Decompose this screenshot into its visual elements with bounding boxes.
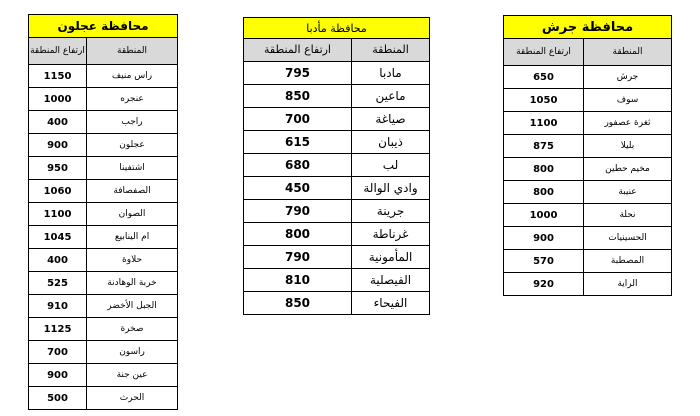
elevation-value-cell: 900 — [29, 364, 87, 387]
region-name-cell: خربة الوهادنة — [87, 272, 178, 295]
region-name-cell: المأمونية — [352, 246, 430, 269]
table-row — [29, 65, 178, 88]
table-row — [244, 223, 430, 246]
table-row — [244, 269, 430, 292]
region-name-cell: جرش — [584, 66, 672, 89]
region-name-cell: عنيبة — [584, 181, 672, 204]
table-row — [29, 180, 178, 203]
elevation-value-cell: 1060 — [29, 180, 87, 203]
table-row — [29, 111, 178, 134]
region-name-cell: بليلا — [584, 135, 672, 158]
table-row — [244, 108, 430, 131]
elevation-value-cell: 450 — [244, 177, 352, 200]
table-row — [504, 112, 672, 135]
region-name-cell: اشتفينا — [87, 157, 178, 180]
table-row — [29, 203, 178, 226]
table-row — [29, 295, 178, 318]
elevation-value-cell: 800 — [504, 158, 584, 181]
region-name-cell: ثغرة عصفور — [584, 112, 672, 135]
elevation-value-cell: 570 — [504, 250, 584, 273]
region-name-cell: الحسينيات — [584, 227, 672, 250]
elevation-value-cell: 1125 — [29, 318, 87, 341]
table-row — [29, 387, 178, 410]
elevation-value-cell: 700 — [244, 108, 352, 131]
elevation-value-cell: 500 — [29, 387, 87, 410]
jerash-table — [503, 15, 672, 296]
region-name-cell: الراية — [584, 273, 672, 296]
elevation-value-cell: 800 — [244, 223, 352, 246]
jerash-col-elevation: ارتفاع المنطقة — [504, 39, 584, 66]
elevation-value-cell: 950 — [29, 157, 87, 180]
region-name-cell: الجبل الأخضر — [87, 295, 178, 318]
region-name-cell: حلاوة — [87, 249, 178, 272]
elevation-value-cell: 800 — [504, 181, 584, 204]
table-row — [29, 364, 178, 387]
region-name-cell: الفيحاء — [352, 292, 430, 315]
ajloun-table — [28, 14, 178, 410]
region-name-cell: مادبا — [352, 62, 430, 85]
table-row — [504, 66, 672, 89]
table-row — [504, 250, 672, 273]
table-row — [244, 200, 430, 223]
region-name-cell: الحرث — [87, 387, 178, 410]
region-name-cell: ام الينابيع — [87, 226, 178, 249]
region-name-cell: مخيم حطين — [584, 158, 672, 181]
region-name-cell: سوف — [584, 89, 672, 112]
region-name-cell: عين جنة — [87, 364, 178, 387]
elevation-value-cell: 1050 — [504, 89, 584, 112]
region-name-cell: عنجره — [87, 88, 178, 111]
region-name-cell: ذيبان — [352, 131, 430, 154]
table-row — [244, 177, 430, 200]
elevation-value-cell: 850 — [244, 85, 352, 108]
table-row — [29, 134, 178, 157]
table-row — [504, 273, 672, 296]
table-row — [29, 88, 178, 111]
table-row — [29, 157, 178, 180]
table-row — [29, 272, 178, 295]
ajloun-col-elevation: ارتفاع المنطقة — [29, 38, 87, 65]
table-row — [504, 158, 672, 181]
region-name-cell: عجلون — [87, 134, 178, 157]
ajloun-col-region: المنطقة — [87, 38, 178, 65]
region-name-cell: جرينة — [352, 200, 430, 223]
region-name-cell: صياغة — [352, 108, 430, 131]
elevation-value-cell: 810 — [244, 269, 352, 292]
elevation-value-cell: 1000 — [29, 88, 87, 111]
madaba-table — [243, 17, 430, 315]
elevation-value-cell: 1045 — [29, 226, 87, 249]
region-name-cell: لب — [352, 154, 430, 177]
elevation-value-cell: 920 — [504, 273, 584, 296]
elevation-value-cell: 1150 — [29, 65, 87, 88]
region-name-cell: الصوان — [87, 203, 178, 226]
table-row — [504, 181, 672, 204]
region-name-cell: المصطبة — [584, 250, 672, 273]
region-name-cell: نحلة — [584, 204, 672, 227]
madaba-col-region: المنطقة — [352, 39, 430, 62]
table-row — [29, 341, 178, 364]
table-row — [29, 318, 178, 341]
madaba-col-elevation: ارتفاع المنطقة — [244, 39, 352, 62]
region-name-cell: راسون — [87, 341, 178, 364]
table-row — [244, 85, 430, 108]
table-row — [244, 292, 430, 315]
elevation-value-cell: 790 — [244, 246, 352, 269]
region-name-cell: صخرة — [87, 318, 178, 341]
table-row — [244, 246, 430, 269]
region-name-cell: راجب — [87, 111, 178, 134]
madaba-title: محافظة مأدبا — [244, 18, 430, 39]
table-row — [244, 62, 430, 85]
table-row — [504, 89, 672, 112]
elevation-value-cell: 1100 — [29, 203, 87, 226]
elevation-value-cell: 790 — [244, 200, 352, 223]
elevation-value-cell: 875 — [504, 135, 584, 158]
table-row — [244, 154, 430, 177]
elevation-value-cell: 850 — [244, 292, 352, 315]
table-row — [504, 204, 672, 227]
elevation-value-cell: 1100 — [504, 112, 584, 135]
region-name-cell: راس منيف — [87, 65, 178, 88]
elevation-value-cell: 525 — [29, 272, 87, 295]
table-row — [29, 249, 178, 272]
region-name-cell: الفيصلية — [352, 269, 430, 292]
ajloun-title: محافظة عجلون — [29, 15, 178, 38]
elevation-value-cell: 900 — [29, 134, 87, 157]
table-row — [504, 135, 672, 158]
table-row — [244, 131, 430, 154]
jerash-title: محافظة جرش — [504, 16, 672, 39]
elevation-value-cell: 795 — [244, 62, 352, 85]
region-name-cell: الصفصافة — [87, 180, 178, 203]
elevation-value-cell: 400 — [29, 249, 87, 272]
elevation-value-cell: 650 — [504, 66, 584, 89]
elevation-value-cell: 1000 — [504, 204, 584, 227]
region-name-cell: غرناطة — [352, 223, 430, 246]
elevation-value-cell: 615 — [244, 131, 352, 154]
jerash-col-region: المنطقة — [584, 39, 672, 66]
elevation-value-cell: 400 — [29, 111, 87, 134]
elevation-value-cell: 700 — [29, 341, 87, 364]
elevation-value-cell: 900 — [504, 227, 584, 250]
table-row — [29, 226, 178, 249]
region-name-cell: وادي الوالة — [352, 177, 430, 200]
region-name-cell: ماعين — [352, 85, 430, 108]
table-row — [504, 227, 672, 250]
elevation-value-cell: 680 — [244, 154, 352, 177]
elevation-value-cell: 910 — [29, 295, 87, 318]
